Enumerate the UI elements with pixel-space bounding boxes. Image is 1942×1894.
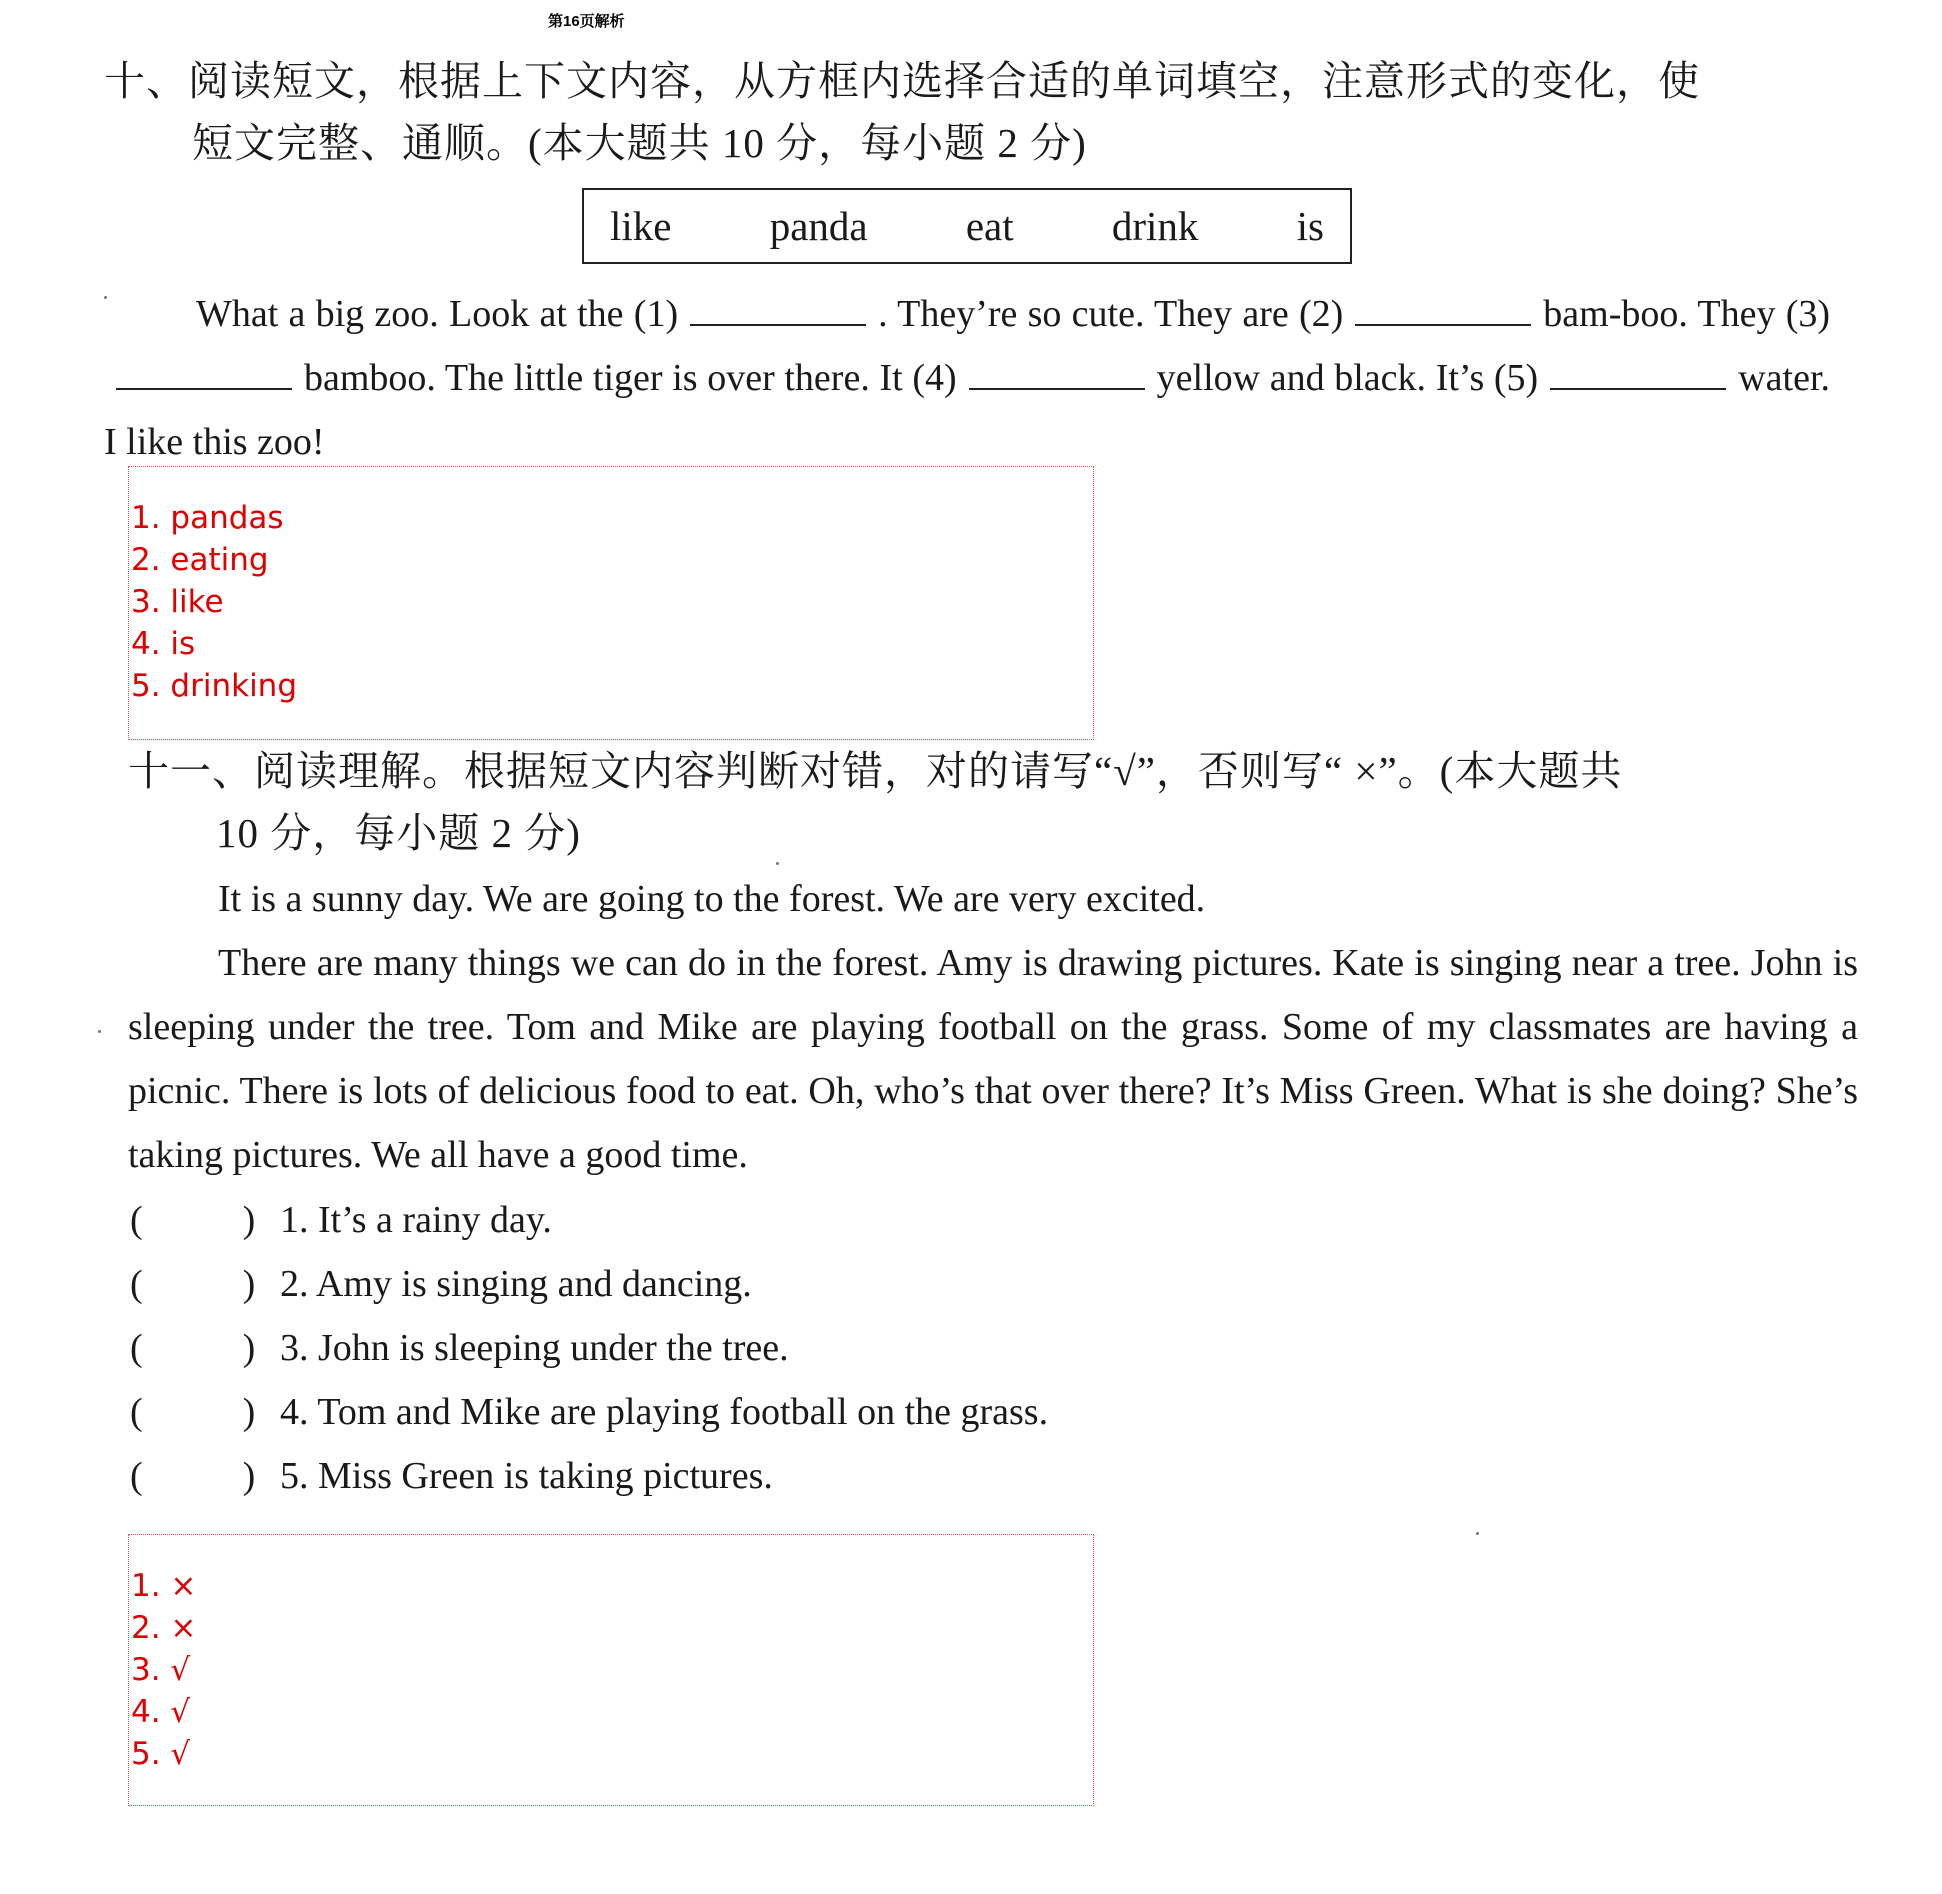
tf-statement: 5. Miss Green is taking pictures. bbox=[280, 1455, 773, 1497]
passage-text: bamboo. The little tiger is over there. It (4) bbox=[304, 357, 957, 399]
tf-statement: 3. John is sleeping under the tree. bbox=[280, 1327, 789, 1369]
answer-line: 2. eating bbox=[131, 542, 269, 578]
passage-text: water. I like this zoo! bbox=[104, 357, 1831, 463]
tf-statement: 2. Amy is singing and dancing. bbox=[280, 1263, 752, 1305]
word-box-item: eat bbox=[965, 203, 1014, 249]
answer-line: 4. is bbox=[131, 626, 196, 662]
section11-title-line2: 10 分，每小题 2 分) bbox=[216, 810, 581, 856]
blank-2 bbox=[1355, 288, 1531, 326]
scan-speck bbox=[776, 862, 779, 865]
paren-open: ( bbox=[130, 1199, 143, 1241]
section10-answer-box bbox=[128, 466, 1094, 740]
tf-item bbox=[130, 1380, 1048, 1444]
word-box-item: drink bbox=[1111, 203, 1199, 249]
tf-statement: 4. Tom and Mike are playing football on the grass. bbox=[280, 1391, 1049, 1433]
passage-text: What a big zoo. Look at the (1) bbox=[196, 293, 679, 335]
tf-statement: 1. It’s a rainy day. bbox=[280, 1199, 552, 1241]
section11-title bbox=[128, 740, 1868, 864]
answer-line: 1. pandas bbox=[131, 500, 284, 536]
section10-title bbox=[104, 50, 1844, 174]
answer-line: 4. √ bbox=[131, 1694, 191, 1730]
answer-line: 5. drinking bbox=[131, 668, 298, 704]
paren-close: ) bbox=[242, 1455, 256, 1497]
page-label: 第16页解析 bbox=[548, 13, 625, 30]
paren-close: ) bbox=[242, 1391, 256, 1433]
answer-line: 2. × bbox=[131, 1610, 197, 1646]
answer-line: 3. like bbox=[131, 584, 224, 620]
tf-item bbox=[130, 1444, 773, 1508]
paren-close: ) bbox=[242, 1199, 256, 1241]
section10-title-line1: 十、阅读短文，根据上下文内容，从方框内选择合适的单词填空，注意形式的变化，使 bbox=[104, 58, 1700, 104]
paren-open: ( bbox=[130, 1327, 143, 1369]
answer-line: 1. × bbox=[131, 1568, 197, 1604]
section10-passage bbox=[104, 282, 1830, 474]
blank-5 bbox=[1550, 352, 1726, 390]
paren-open: ( bbox=[130, 1455, 143, 1497]
passage-text: . They’re so cute. They are (2) bbox=[878, 293, 1344, 335]
paren-open: ( bbox=[130, 1263, 143, 1305]
scan-speck bbox=[98, 1030, 101, 1033]
scan-speck bbox=[1476, 1532, 1479, 1535]
section11-passage-p2: There are many things we can do in the forest. Amy is drawing pictures. Kate is singing near a tree. John is sleeping under the tree. Tom and Mike are playing football on the grass. Some of my classmates are having a picnic. There is lots of delicious food to eat. Oh, who’s that over there? It’s Miss Green. What is she doing? She’s taking pictures. We all have a good time. bbox=[128, 942, 1858, 1176]
paren-close: ) bbox=[242, 1263, 256, 1305]
tf-item bbox=[130, 1252, 752, 1316]
blank-3 bbox=[116, 352, 292, 390]
word-box-item: like bbox=[610, 203, 672, 249]
section10-title-line2: 短文完整、通顺。(本大题共 10 分，每小题 2 分) bbox=[192, 120, 1087, 166]
blank-1 bbox=[690, 288, 866, 326]
tf-item bbox=[130, 1316, 789, 1380]
scan-speck bbox=[104, 296, 107, 299]
answer-line: 5. √ bbox=[131, 1736, 191, 1772]
section11-passage-p1: It is a sunny day. We are going to the forest. We are very excited. bbox=[218, 878, 1206, 920]
word-box-item: is bbox=[1296, 203, 1324, 249]
word-box bbox=[582, 188, 1352, 264]
blank-4 bbox=[969, 352, 1145, 390]
tf-item bbox=[130, 1188, 552, 1252]
passage-text: yellow and black. It’s (5) bbox=[1156, 357, 1539, 399]
section11-answer-box bbox=[128, 1534, 1094, 1806]
section11-title-line1: 十一、阅读理解。根据短文内容判断对错，对的请写“√”，否则写“ ×”。(本大题共 bbox=[128, 748, 1623, 794]
answer-line: 3. √ bbox=[131, 1652, 191, 1688]
paren-open: ( bbox=[130, 1391, 143, 1433]
word-box-item: panda bbox=[769, 203, 868, 249]
paren-close: ) bbox=[242, 1327, 256, 1369]
passage-text: bam-boo. They (3) bbox=[1543, 293, 1831, 335]
